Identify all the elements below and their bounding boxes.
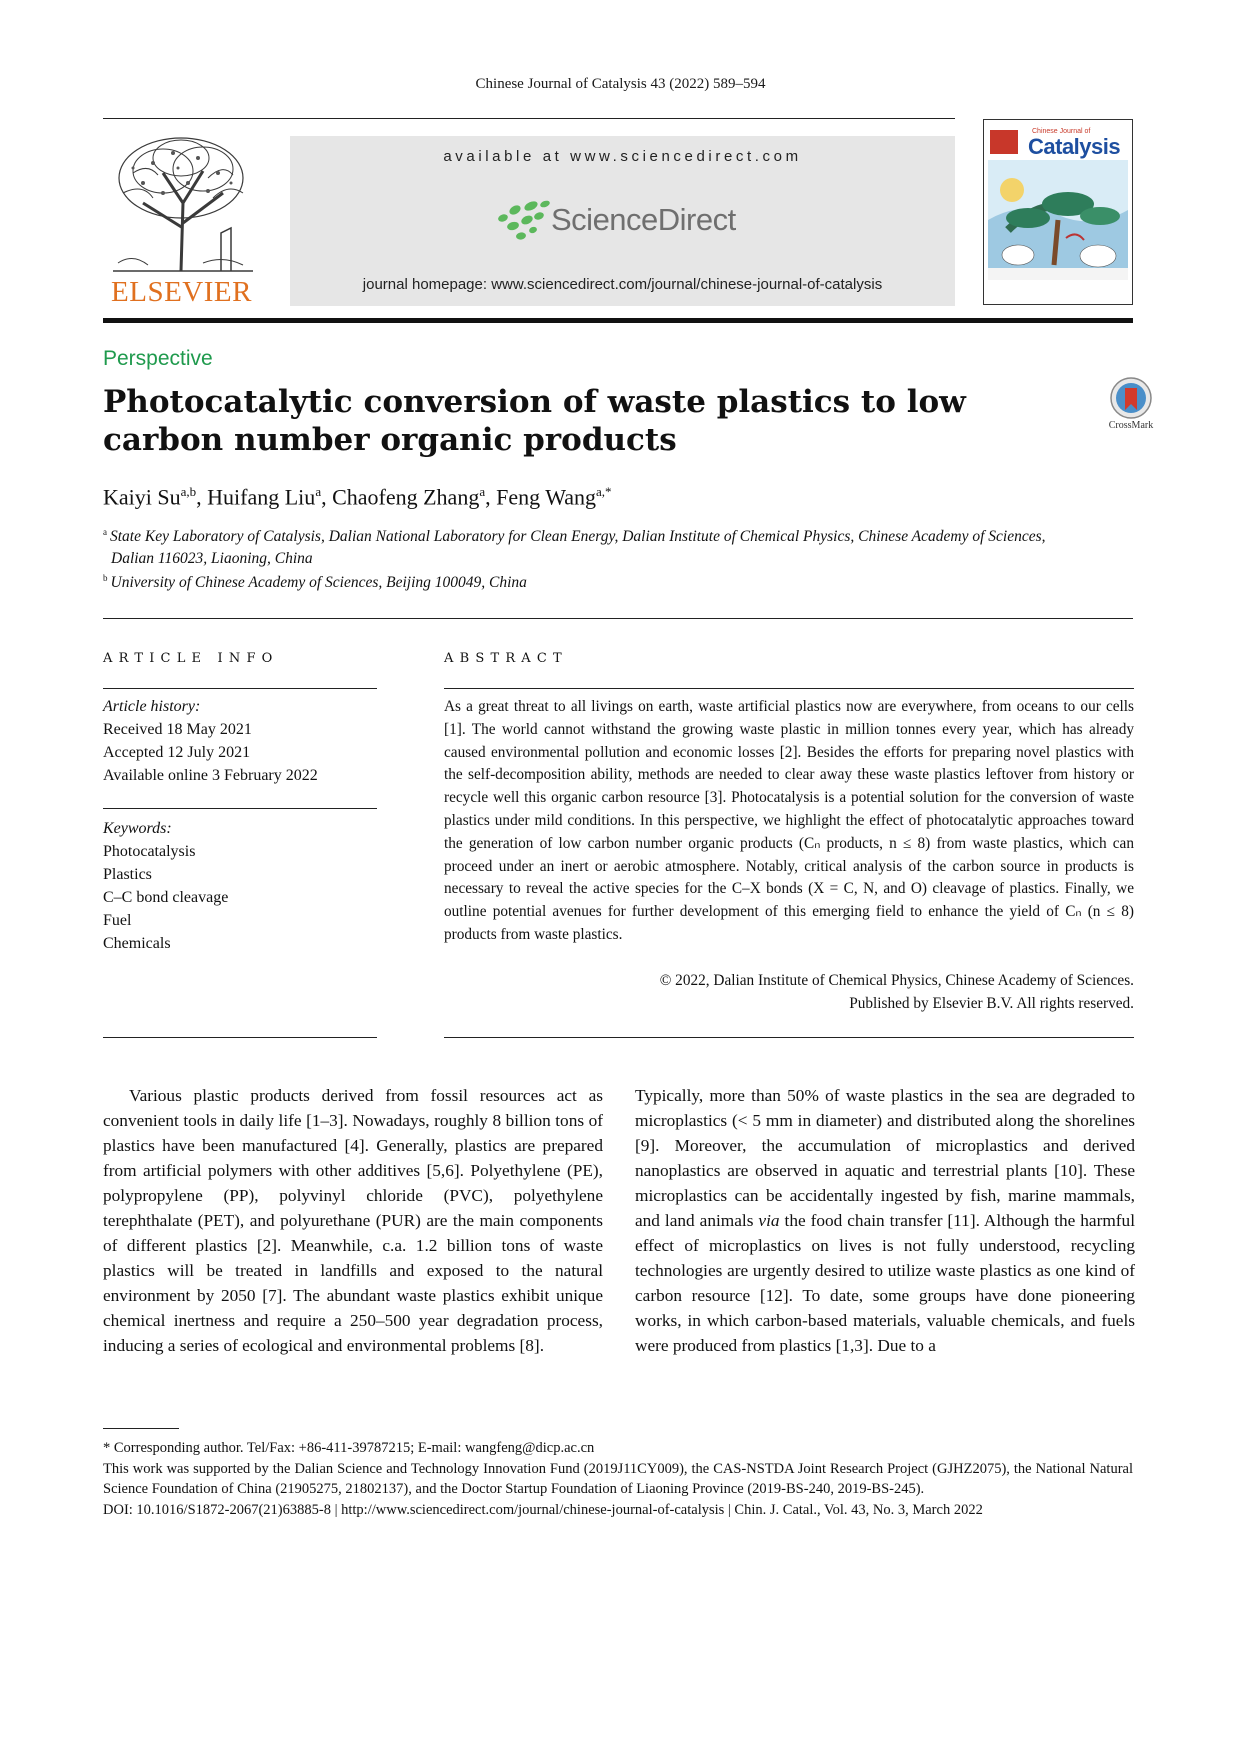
article-info-bottom-rule	[103, 1037, 377, 1038]
cover-title: Catalysis	[1028, 134, 1121, 159]
available-at-text[interactable]: available at www.sciencedirect.com	[443, 148, 802, 165]
keywords-block	[103, 817, 228, 955]
funding-note: This work was supported by the Dalian Science and Technology Innovation Fund (2019J11CY009), the CAS-NSTDA Joint Research Project (GJHZ2075), the National Natural Science Foundation of China (21905275, 21802137), and the Doctor Startup Foundation of Liaoning Province (2019-BS-240, 2019-BS-245).	[103, 1460, 1133, 1497]
footnote-rule	[103, 1428, 179, 1429]
author-affiliation-mark: a	[479, 484, 486, 499]
article-info-rule	[103, 688, 377, 689]
doi-line[interactable]: DOI: 10.1016/S1872-2067(21)63885-8 | http://www.sciencedirect.com/journal/chinese-journal-of-catalysis | Chin. J. Catal., Vol. 43, No. 3, March 2022	[103, 1501, 983, 1518]
author-separator: ,	[485, 484, 497, 510]
article-info-heading: ARTICLE INFO	[103, 651, 279, 666]
crossmark-badge[interactable]	[1105, 376, 1157, 436]
history-label: Article history:	[103, 698, 201, 715]
journal-reference: Chinese Journal of Catalysis 43 (2022) 589–594	[475, 76, 766, 92]
author-name[interactable]: Huifang Liu	[207, 484, 316, 510]
author-name[interactable]: Kaiyi Su	[103, 484, 181, 510]
article-history	[103, 695, 318, 787]
journal-homepage-link[interactable]: journal homepage: www.sciencedirect.com/journal/chinese-journal-of-catalysis	[362, 276, 883, 293]
keywords-rule	[103, 808, 377, 809]
keyword-item: Plastics	[103, 866, 152, 883]
sciencedirect-leaves-icon	[495, 198, 551, 244]
accepted-date: Accepted 12 July 2021	[103, 744, 251, 761]
author-affiliation-mark: a,*	[595, 484, 612, 499]
affiliation-mark: b	[103, 573, 108, 583]
keyword-item: C–C bond cleavage	[103, 889, 229, 906]
affiliation-text: University of Chinese Academy of Sciences, Beijing 100049, China	[110, 574, 527, 592]
body-text-italic: via	[758, 1211, 780, 1230]
affiliation-a	[103, 527, 1133, 546]
body-paragraph: Various plastic products derived from fossil resources act as convenient tools in daily life [1–3]. Nowadays, roughly 8 billion tons of plastics have been manufactured [4]. Generally, plastics are prepared from artificial polymers with other additives [5,6]. Polyethylene (PE), polypropylene (PP), polyvinyl chloride (PVC), polyethylene terephthalate (PET), and polyurethane (PUR) are the main components of different plastics [2]. Meanwhile, c.a. 1.2 billion tons of waste plastics will be treated in landfills and exposed to the natural environment by 2050 [7]. The abundant waste plastics exhibit unique chemical inertness and require a 250–500 year degradation process, inducing a series of ecological and environmental problems [8].	[103, 1086, 603, 1355]
author-name[interactable]: Chaofeng Zhang	[332, 484, 480, 510]
body-text: Typically, more than 50% of waste plastics in the sea are degraded to microplastics (< 5 mm in diameter) and distributed along the shorelines [9]. Moreover, the accumulation of microplastics and derived nanoplastics are observed in aquatic and terrestrial plants [10]. These microplastics can be accidentally ingested by fish, marine mammals, and land animals	[635, 1086, 1135, 1230]
sciencedirect-wordmark: ScienceDirect	[551, 202, 736, 237]
elsevier-tree-icon	[103, 133, 260, 273]
cover-badge	[990, 130, 1018, 154]
keyword-item: Chemicals	[103, 935, 171, 952]
header-rule	[103, 118, 955, 119]
author-separator: ,	[321, 484, 333, 510]
copyright-line: Published by Elsevier B.V. All rights reserved.	[849, 994, 1134, 1012]
keyword-item: Photocatalysis	[103, 843, 196, 860]
copyright-notice	[444, 970, 1134, 1016]
abstract-bottom-rule	[444, 1037, 1134, 1038]
keyword-item: Fuel	[103, 912, 132, 929]
crossmark-label: CrossMark	[1108, 420, 1154, 431]
author-name[interactable]: Feng Wang	[496, 484, 596, 510]
keywords-label: Keywords:	[103, 820, 172, 837]
cover-illustration-icon	[988, 160, 1128, 280]
footnotes	[103, 1438, 1133, 1520]
affiliation-text: State Key Laboratory of Catalysis, Dalian National Laboratory for Clean Energy, Dalian Institute of Chemical Physics, Chinese Academy of Sciences,	[110, 528, 1046, 546]
masthead-thick-rule	[103, 318, 1133, 323]
author-separator: ,	[196, 484, 208, 510]
online-date: Available online 3 February 2022	[103, 767, 318, 784]
author-affiliation-mark: a	[315, 484, 322, 499]
affiliation-a-line2	[111, 550, 1141, 568]
body-column-right	[635, 1083, 1135, 1358]
abstract-text: As a great threat to all livings on earth, waste artificial plastics now are everywhere, from oceans to our cells [1]. The world cannot withstand the growing waste plastic in million tonnes every year, which has already caused environmental pollution and economic losses [2]. Besides the efforts for preparing novel plastics with the self-decomposition ability, methods are needed to clear away these waste plastics leftover from history or recycle well this organic carbon resource [3]. Photocatalysis is a potential solution for the conversion of waste plastics under mild conditions. In this perspective, we highlight the effect of photocatalytic approaches toward the generation of low carbon number organic products (Cₙ products, n ≤ 8) from waste plastics, which can proceed under an inert or aerobic atmosphere. Notably, critical analysis of the carbon source in products is necessary to reveal the active species for the C–X bonds (X = C, N, and O) cleavage of plastics. Finally, we outline potential avenues for further development of this emerging field to enhance the yield of Cₙ (n ≤ 8) products from waste plastics.	[444, 698, 1134, 943]
corresponding-author-note: * Corresponding author. Tel/Fax: +86-411-39787215; E-mail: wangfeng@dicp.ac.cn	[103, 1440, 595, 1456]
author-list	[103, 484, 612, 510]
elsevier-wordmark: ELSEVIER	[111, 276, 252, 308]
elsevier-logo	[103, 133, 260, 309]
article-title: Photocatalytic conversion of waste plastics to low carbon number organic products	[103, 384, 966, 458]
affiliation-mark: a	[103, 527, 107, 537]
front-matter-rule	[103, 618, 1133, 619]
affiliation-text: Dalian 116023, Liaoning, China	[111, 550, 313, 567]
copyright-line: © 2022, Dalian Institute of Chemical Physics, Chinese Academy of Sciences.	[659, 972, 1134, 989]
body-text: the food chain transfer [11]. Although the harmful effect of microplastics on lives is not fully understood, recycling technologies are urgently desired to utilize waste plastics as one kind of carbon resource [12]. To date, some groups have done pioneering works, in which carbon-based materials, valuable chemicals, and fuels were produced from plastics [1,3]. Due to a	[635, 1211, 1135, 1355]
abstract-heading: ABSTRACT	[444, 651, 568, 666]
received-date: Received 18 May 2021	[103, 721, 252, 738]
sciencedirect-banner	[290, 136, 955, 306]
author-affiliation-mark: a,b	[180, 484, 197, 499]
sciencedirect-logo	[495, 198, 760, 244]
body-column-left	[103, 1083, 603, 1358]
cover-subtitle: Chinese Journal of	[1032, 128, 1091, 135]
abstract-rule	[444, 688, 1134, 689]
article-section-label: Perspective	[103, 347, 213, 370]
journal-cover[interactable]	[983, 119, 1133, 305]
body-paragraph	[635, 1083, 1135, 1358]
affiliation-b	[103, 573, 1133, 592]
crossmark-icon	[1105, 376, 1157, 420]
